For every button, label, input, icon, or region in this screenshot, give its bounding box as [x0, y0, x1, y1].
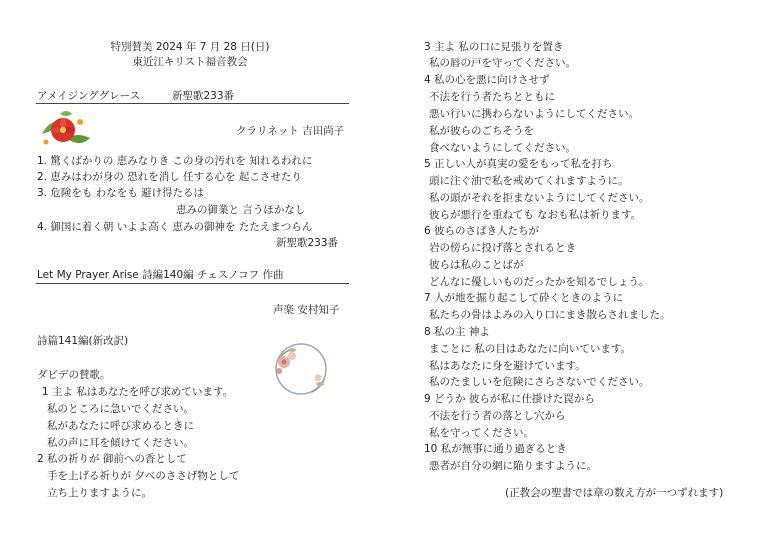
- church-name: 東近江キリスト福音教会: [132, 56, 248, 68]
- hymn-verse-3: 3. 危険をも わなをも 避け得たるは: [37, 187, 205, 199]
- psalm-right-line-14: 彼らは私のことばが: [429, 259, 524, 271]
- hymn-title-rule: [36, 103, 349, 104]
- hibiscus-flower-icon: [36, 108, 92, 152]
- psalm-right-line-5: 悪い行いに携わらないようにしてください。: [429, 108, 639, 120]
- hymn-verse-4: 4. 御国に着く朝 いよよ高く 恵みの御神を たたえまつらん: [37, 221, 313, 233]
- hymn-verse-2: 2. 恵みはわが身の 恐れを消し 任する心を 起こさせたり: [37, 171, 302, 183]
- psalm-right-line-18: 8 私の主 神よ: [424, 326, 490, 338]
- psalm-right-line-17: 私たちの骨はよみの入り口にまき散らされました。: [429, 309, 671, 321]
- hymn-title: アメイジンググレース: [37, 90, 141, 102]
- psalm-right-line-16: 7 人が地を掘り起こして砕くときのように: [424, 292, 624, 304]
- psalm-right-line-8: 5 正しい人が真実の愛をもって私を打ち: [424, 158, 613, 170]
- psalm-left-line-1: 1 主よ 私はあなたを呼び求めています。: [42, 386, 234, 398]
- psalm-right-line-26: 悪者が自分の網に陥りますように。: [429, 460, 597, 472]
- psalm-left-line-6: 手を上げる祈りが 夕べのささげ物として: [47, 470, 240, 482]
- psalm-right-line-9: 頭に注ぐ油で私を戒めてくれますように。: [429, 175, 629, 187]
- song2-title: Let My Prayer Arise 詩編140編 チェスノコフ 作曲: [37, 269, 284, 281]
- psalm-right-line-15: どんなに優しいものだったかを知るでしょう。: [429, 276, 650, 288]
- psalm-right-line-2: 私の唇の戸を守ってください。: [429, 57, 576, 69]
- psalm-right-line-1: 3 主よ 私の口に見張りを置き: [424, 41, 564, 53]
- psalm-right-line-7: 食べないようにしてください。: [429, 142, 576, 154]
- psalm-intro: ダビデの賛歌。: [37, 369, 111, 381]
- psalm-right-line-22: 9 どうか 彼らが私に仕掛けた罠から: [424, 393, 595, 405]
- psalm-right-line-21: 私のたましいを危険にさらさないでください。: [429, 376, 650, 388]
- hymn-verse-1: 1. 驚くばかりの 恵みなりき この身の汚れを 知れるわれに: [37, 155, 313, 167]
- psalm-right-line-23: 不法を行う者の落とし穴から: [429, 410, 566, 422]
- psalm-left-line-4: 私の声に耳を傾けてください。: [47, 437, 194, 449]
- hymn-verse-3-cont: 恵みの御業と 言うほかなし: [176, 204, 306, 216]
- psalm-left-line-3: 私があなたに呼び求めるときに: [47, 420, 194, 432]
- program-date-title: 特別賛美 2024 年 7 月 28 日(日): [110, 41, 270, 53]
- psalm-right-line-24: 私を守ってください。: [429, 427, 534, 439]
- psalm-right-line-19: まことに 私の目はあなたに向いています。: [429, 343, 631, 355]
- hymn-footer: 新聖歌233番: [276, 237, 339, 249]
- psalm-right-line-3: 4 私の心を悪に向けさせず: [424, 74, 550, 86]
- psalm-left-line-5: 2 私の祈りが 御前への香として: [37, 453, 187, 465]
- calendar-note: (正教会の聖書では章の数え方が一つずれます): [505, 487, 724, 499]
- hymn-performer: クラリネット 吉田尚子: [236, 125, 345, 137]
- psalm-right-line-12: 6 彼らのさばき人たちが: [424, 225, 540, 237]
- psalm-left-line-2: 私のところに急いでください。: [47, 403, 194, 415]
- psalm-right-line-13: 岩の傍らに投げ落とされるとき: [429, 242, 576, 254]
- psalm-heading: 詩篇141編(新改訳): [37, 335, 129, 347]
- hymn-number: 新聖歌233番: [172, 90, 235, 102]
- song2-performer: 声楽 安村知子: [273, 304, 340, 316]
- floral-wreath-icon: [270, 338, 332, 400]
- psalm-right-line-25: 10 私が無事に通り過ぎるとき: [424, 443, 567, 455]
- psalm-right-line-4: 不法を行う者たちとともに: [429, 91, 555, 103]
- psalm-right-line-11: 彼らが悪行を重ねても なおも私は祈ります。: [429, 209, 642, 221]
- psalm-right-line-10: 私の頭がそれを拒まないようにしてください。: [429, 192, 650, 204]
- psalm-right-line-20: 私はあなたに身を避けています。: [429, 360, 586, 372]
- song2-title-rule: [36, 283, 349, 284]
- psalm-right-line-6: 私が彼らのごちそうを: [429, 125, 534, 137]
- psalm-left-line-7: 立ち上りますように。: [47, 487, 152, 499]
